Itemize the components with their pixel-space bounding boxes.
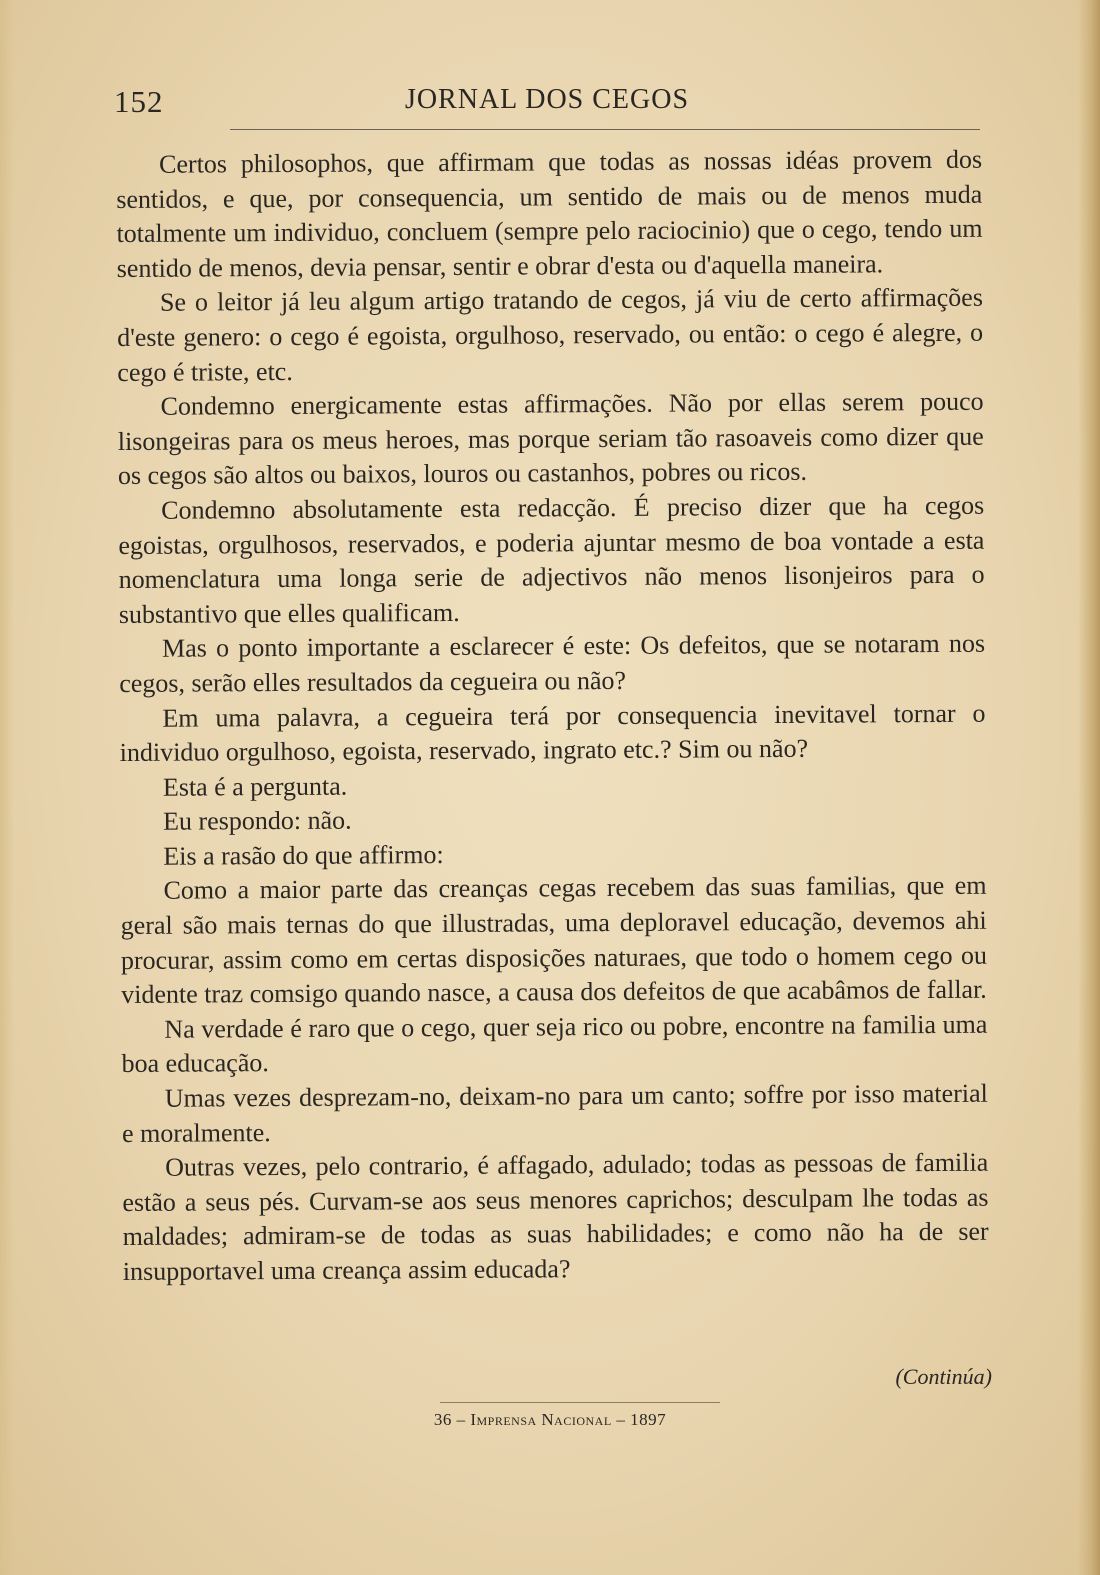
paragraph: Em uma palavra, a cegueira terá por consequencia inevitavel tornar o individuo orgulhoso, egoista, reservado, ingrato etc.? Sim ou não? xyxy=(119,698,986,768)
footer-rule xyxy=(440,1402,720,1403)
paragraph: Mas o ponto importante a esclarecer é este: Os defeitos, que se notaram nos cegos, serão elles resultados da cegueira ou não? xyxy=(119,629,986,698)
paragraph: Condemno energicamente estas affirmações. Não por ellas serem pouco lisongeiras para os meus heroes, mas porque seriam tão rasoaveis como dizer que os cegos são altos ou baixos, louros ou castanhos, pobres ou ricos. xyxy=(117,386,984,491)
printer-imprint: 36 – Imprensa Nacional – 1897 xyxy=(433,1410,667,1429)
paragraph: Certos philosophos, que affirmam que todas as nossas idéas provem dos sentidos, e que, por consequencia, um sentido de mais ou de menos muda totalmente um individuo, concluem (sempre pelo raciocinio) que o cego, tendo um sentido de menos, devia pensar, sentir e obrar d'esta ou d'aquella maneira. xyxy=(116,144,983,283)
running-title: JORNAL DOS CEGOS xyxy=(404,84,690,115)
continued-note: (Continúa) xyxy=(895,1364,992,1389)
paragraph: Se o leitor já leu algum artigo tratando de cegos, já viu de certo affirmações d'este genero: o cego é egoista, orgulhoso, reservado, ou então: o cego é alegre, o cego é triste, etc. xyxy=(117,283,984,387)
paragraph: Na verdade é raro que o cego, quer seja rico ou pobre, encontre na familia uma boa educação. xyxy=(121,1009,988,1079)
paragraph: Como a maior parte das creanças cegas recebem das suas familias, que em geral são mais ternas do que illustradas, uma deploravel educação, devemos ahi procurar, assim como em certas disposições naturaes, que todo o homem cego ou vidente traz comsigo quando nasce, a causa dos defeitos de que acabâmos de fallar. xyxy=(120,871,988,1010)
paragraph: Outras vezes, pelo contrario, é affagado, adulado; todas as pessoas de familia estão a seus pés. Curvam-se aos seus menores caprichos; desculpam lhe todas as maldades; admiram-se de todas as suas habilidades; e como não ha de ser insupportavel uma creança assim educada? xyxy=(122,1147,989,1286)
page-left-edge xyxy=(0,0,14,1575)
page-right-edge xyxy=(1078,0,1100,1575)
paragraph: Eis a rasão do que affirmo: xyxy=(163,839,444,871)
paragraph: Condemno absolutamente esta redacção. É preciso dizer que ha cegos egoistas, orgulhosos, reservados, e poderia ajuntar mesmo de boa vontade a esta nomenclatura uma longa serie de adjectivos não menos lisonjeiros para o substantivo que elles qualificam. xyxy=(118,490,985,629)
paragraph: Eu respondo: não. xyxy=(163,805,352,837)
page-header xyxy=(114,82,980,122)
article-body xyxy=(116,143,989,1290)
paragraph: Umas vezes desprezam-no, deixam-no para um canto; soffre por isso material e moralmente. xyxy=(121,1078,988,1148)
header-rule xyxy=(230,129,980,130)
page-number: 152 xyxy=(114,84,164,119)
paragraph: Esta é a pergunta. xyxy=(162,771,348,802)
